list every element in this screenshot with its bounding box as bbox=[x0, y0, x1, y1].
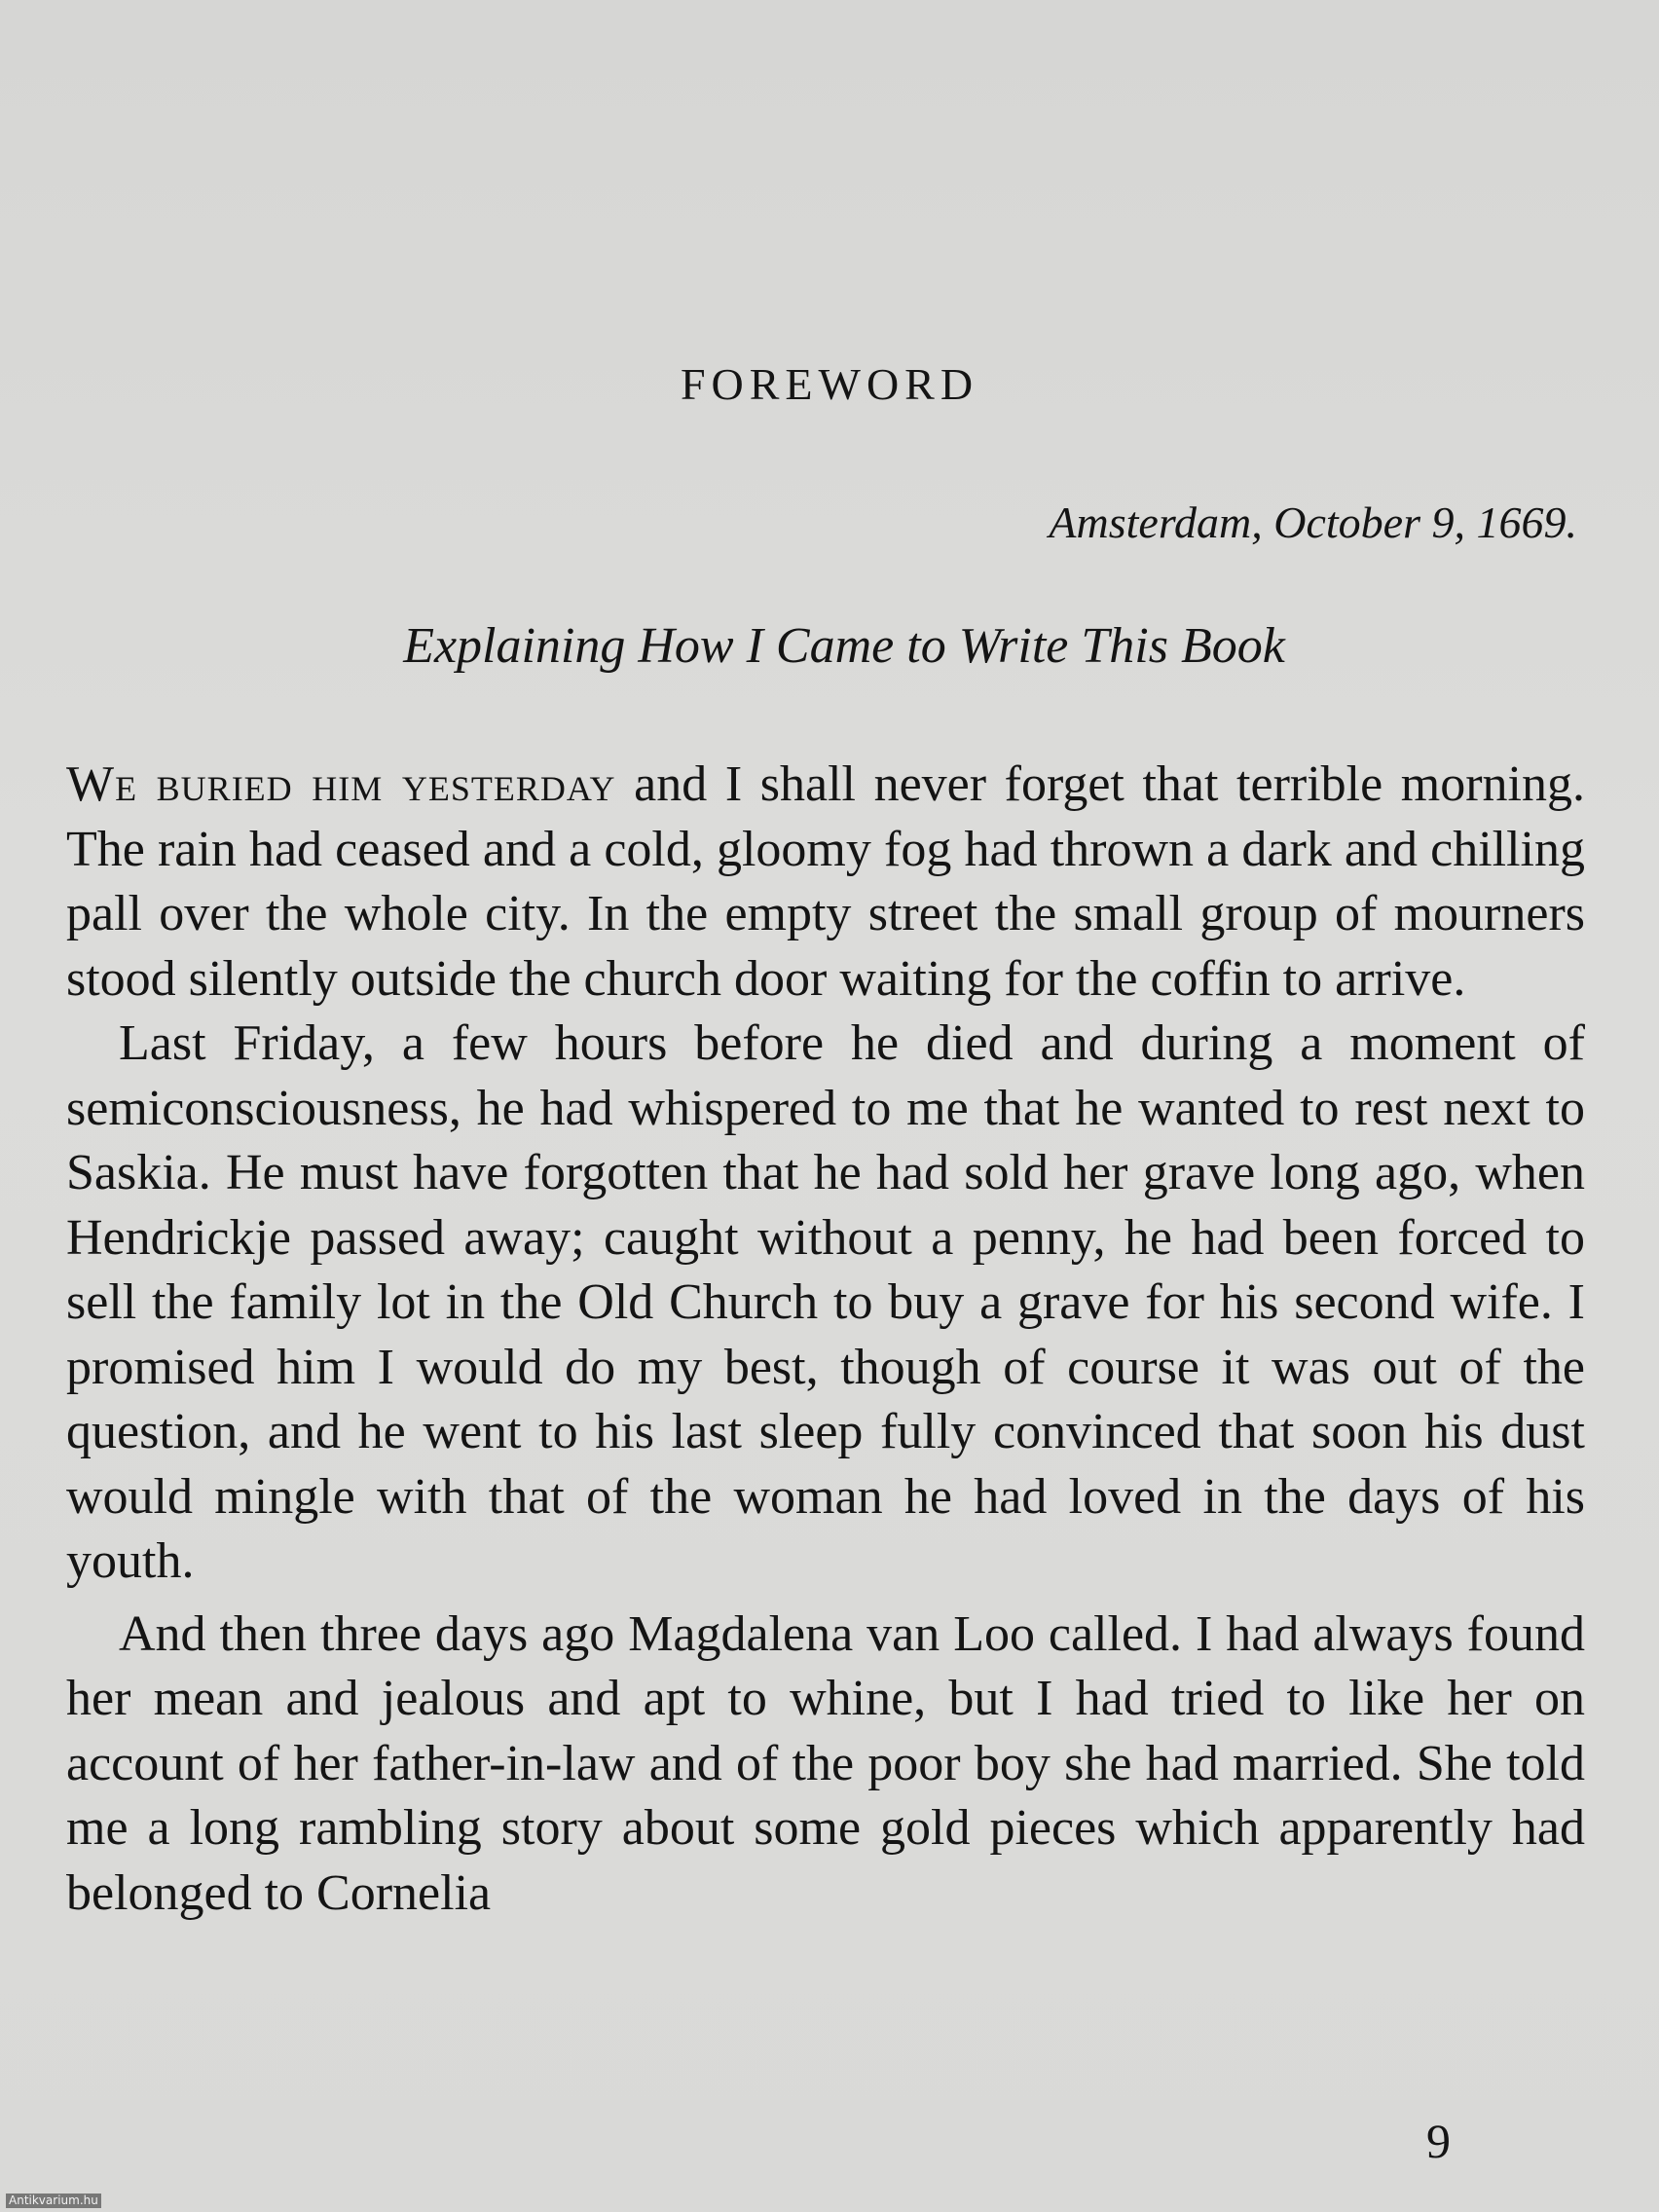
page-number: 9 bbox=[1426, 2114, 1451, 2168]
paragraph-1-text: and I shall never forget that terrible morning. The rain had ceased and a cold, gloomy fog had thrown a dark and chilling pall over the whole city. In the empty street the small group of mourners stood silently outside the church door waiting for the coffin to arrive. bbox=[66, 756, 1585, 1007]
watermark: Antikvarium.hu bbox=[6, 2194, 101, 2208]
dateline: Amsterdam, October 9, 1669. bbox=[1049, 498, 1577, 547]
chapter-subtitle: Explaining How I Came to Write This Book bbox=[403, 618, 1285, 674]
body-text bbox=[66, 753, 1585, 1926]
chapter-heading: FOREWORD bbox=[680, 359, 979, 409]
paragraph-3: And then three days ago Magdalena van Loo called. I had always found her mean and jealous and apt to whine, but I had tried to like her on account of her father-in-law and of the poor boy she had married. She told me a long rambling story about some gold pieces which apparently had belonged to Cornelia bbox=[66, 1605, 1585, 1921]
paragraph-2: Last Friday, a few hours before he died and during a moment of semiconsciousness, he had whispered to me that he wanted to rest next to Saskia. He must have forgotten that he had sold her grave long ago, when Hendrickje passed away; caught without a penny, he had been forced to sell the family lot in the Old Church to buy a grave for his second wife. I promised him I would do my best, though of course it was out of the question, and he went to his last sleep fully convinced that soon his dust would mingle with that of the woman he had loved in the days of his youth. bbox=[66, 1015, 1585, 1589]
paragraph-1 bbox=[66, 753, 1585, 1012]
paragraph-1-lead-in: We buried him yesterday bbox=[66, 756, 616, 812]
